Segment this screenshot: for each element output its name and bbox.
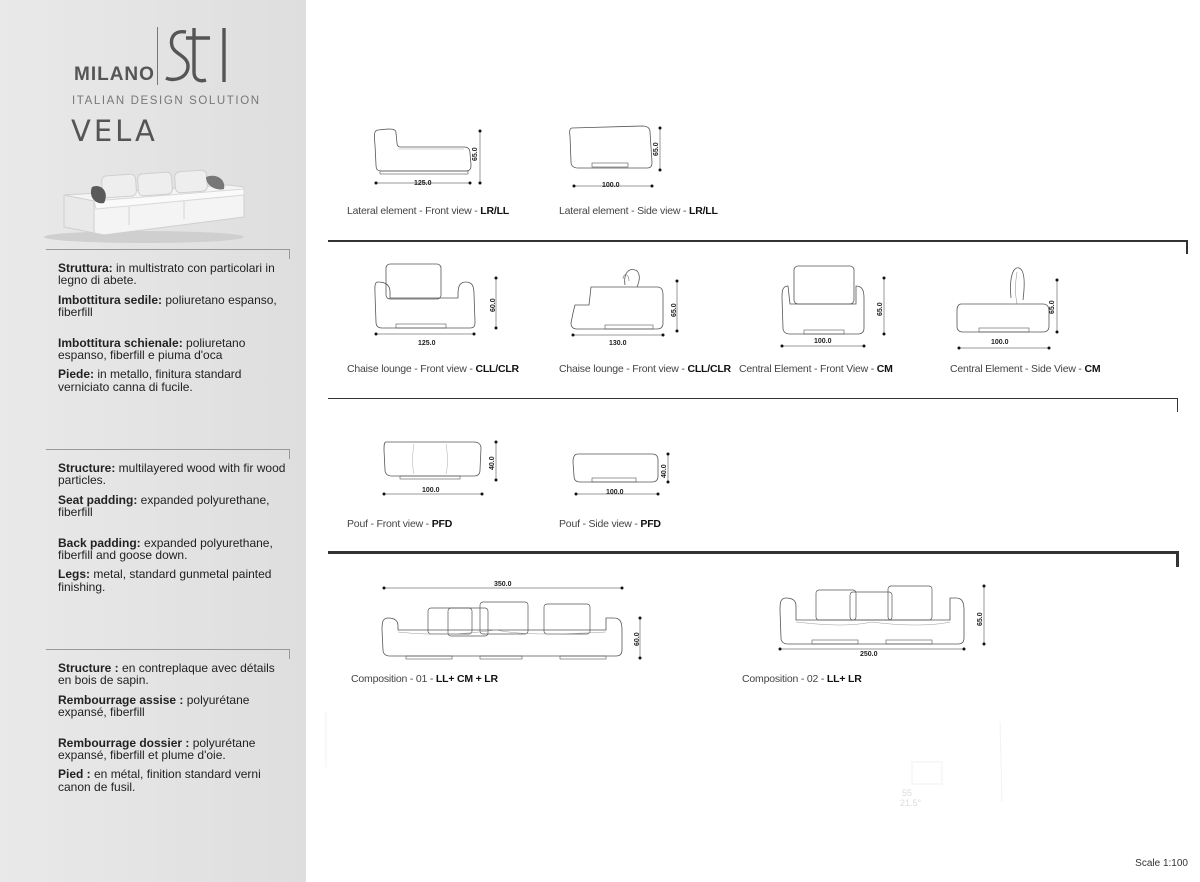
sti-logo-icon bbox=[164, 24, 236, 86]
spec-item: Imbottitura schienale: poliuretano espanso, fiberfill e piuma d'oca bbox=[58, 335, 246, 363]
ghost-mark: 21.5° bbox=[900, 798, 922, 808]
spec-item: Seat padding: expanded polyurethane, fiberfill bbox=[58, 492, 270, 520]
lateral-front-drawing bbox=[370, 125, 490, 190]
caption: Chaise lounge - Front view - CLL/CLR bbox=[347, 363, 519, 375]
spec-item: Back padding: expanded polyurethane, fiberfill and goose down. bbox=[58, 535, 273, 563]
dim-height: 60.0 bbox=[634, 632, 641, 646]
spec-item: Pied : en métal, finition standard verni canon de fusil. bbox=[58, 767, 261, 794]
caption: Lateral element - Front view - LR/LL bbox=[347, 205, 510, 217]
dim-width: 125.0 bbox=[418, 340, 436, 347]
logo-separator bbox=[157, 27, 158, 85]
dim-height: 60.0 bbox=[490, 298, 497, 312]
dim-width: 100.0 bbox=[606, 489, 624, 496]
pouf-side-drawing bbox=[568, 446, 683, 506]
spec-item: Piede: in metallo, finitura standard verniciato canna di fucile. bbox=[58, 367, 242, 394]
dim-width: 100.0 bbox=[991, 339, 1009, 346]
dim-height: 40.0 bbox=[489, 456, 496, 470]
central-front-drawing bbox=[776, 264, 896, 349]
dim-height: 65.0 bbox=[472, 147, 479, 161]
spec-item: Struttura: in multistrato con particolari in legno di abete. bbox=[58, 261, 275, 288]
caption: Lateral element - Side view - LR/LL bbox=[559, 205, 718, 217]
spec-divider bbox=[46, 249, 290, 259]
spec-divider bbox=[46, 649, 290, 659]
caption: Central Element - Front View - CM bbox=[739, 363, 893, 375]
dim-width: 125.0 bbox=[414, 180, 432, 187]
dim-width: 350.0 bbox=[494, 581, 512, 588]
caption: Pouf - Front view - PFD bbox=[347, 518, 453, 530]
caption: Composition - 02 - LL+ LR bbox=[742, 673, 862, 685]
dim-height: 65.0 bbox=[877, 302, 884, 316]
spec-item: Rembourrage dossier : polyurétane expansé, fiberfill et plume d'oie. bbox=[58, 735, 256, 763]
spec-item: Imbottitura sedile: poliuretano espanso, fiberfill bbox=[58, 292, 277, 320]
row-divider bbox=[328, 551, 1178, 554]
dim-height: 65.0 bbox=[671, 303, 678, 317]
spec-item: Rembourrage assise : polyurétane expansé, fiberfill bbox=[58, 692, 250, 720]
spec-item: Structure: multilayered wood with fir wood particles. bbox=[58, 461, 286, 488]
spec-block-french bbox=[58, 662, 290, 800]
dim-width: 100.0 bbox=[422, 487, 440, 494]
lateral-side-drawing bbox=[562, 122, 672, 192]
ghost-marks bbox=[320, 712, 1040, 812]
caption: Chaise lounge - Front view - CLL/CLR bbox=[559, 363, 731, 375]
caption: Pouf - Side view - PFD bbox=[559, 518, 661, 530]
pouf-front-drawing bbox=[378, 436, 508, 501]
composition-01-drawing bbox=[376, 578, 651, 663]
sidebar bbox=[0, 0, 306, 882]
dim-height: 65.0 bbox=[653, 142, 660, 156]
sofa-photo bbox=[34, 165, 254, 245]
dim-height: 40.0 bbox=[661, 464, 668, 478]
spec-item: Structure : en contreplaque avec détails en bois de sapin. bbox=[58, 661, 275, 688]
row-divider bbox=[328, 240, 1188, 242]
row-divider-tick bbox=[1176, 551, 1179, 567]
scale-label: Scale 1:100 bbox=[1135, 858, 1188, 869]
dim-width: 100.0 bbox=[602, 182, 620, 189]
spec-divider bbox=[46, 449, 290, 459]
chaise-side-drawing bbox=[565, 265, 685, 345]
caption: Central Element - Side View - CM bbox=[950, 363, 1101, 375]
ghost-mark: 55 bbox=[902, 788, 913, 798]
dim-height: 65.0 bbox=[977, 612, 984, 626]
product-name: VELA bbox=[71, 114, 158, 148]
chaise-front-drawing bbox=[370, 262, 505, 347]
dim-height: 65.0 bbox=[1049, 300, 1056, 314]
dim-width: 250.0 bbox=[860, 651, 878, 658]
row-divider-tick bbox=[1177, 398, 1178, 412]
brand-city: MILANO bbox=[74, 64, 155, 85]
row-divider bbox=[328, 398, 1178, 399]
dim-width: 130.0 bbox=[609, 340, 627, 347]
central-side-drawing bbox=[953, 264, 1068, 349]
spec-block-english bbox=[58, 462, 290, 600]
row-divider-tick bbox=[1186, 240, 1188, 254]
dim-width: 100.0 bbox=[814, 338, 832, 345]
composition-02-drawing bbox=[772, 580, 992, 665]
brand-tagline: ITALIAN DESIGN SOLUTION bbox=[72, 95, 261, 107]
spec-block-italian bbox=[58, 262, 290, 400]
caption: Composition - 01 - LL+ CM + LR bbox=[351, 673, 498, 685]
spec-item: Legs: metal, standard gunmetal painted finishing. bbox=[58, 567, 272, 594]
